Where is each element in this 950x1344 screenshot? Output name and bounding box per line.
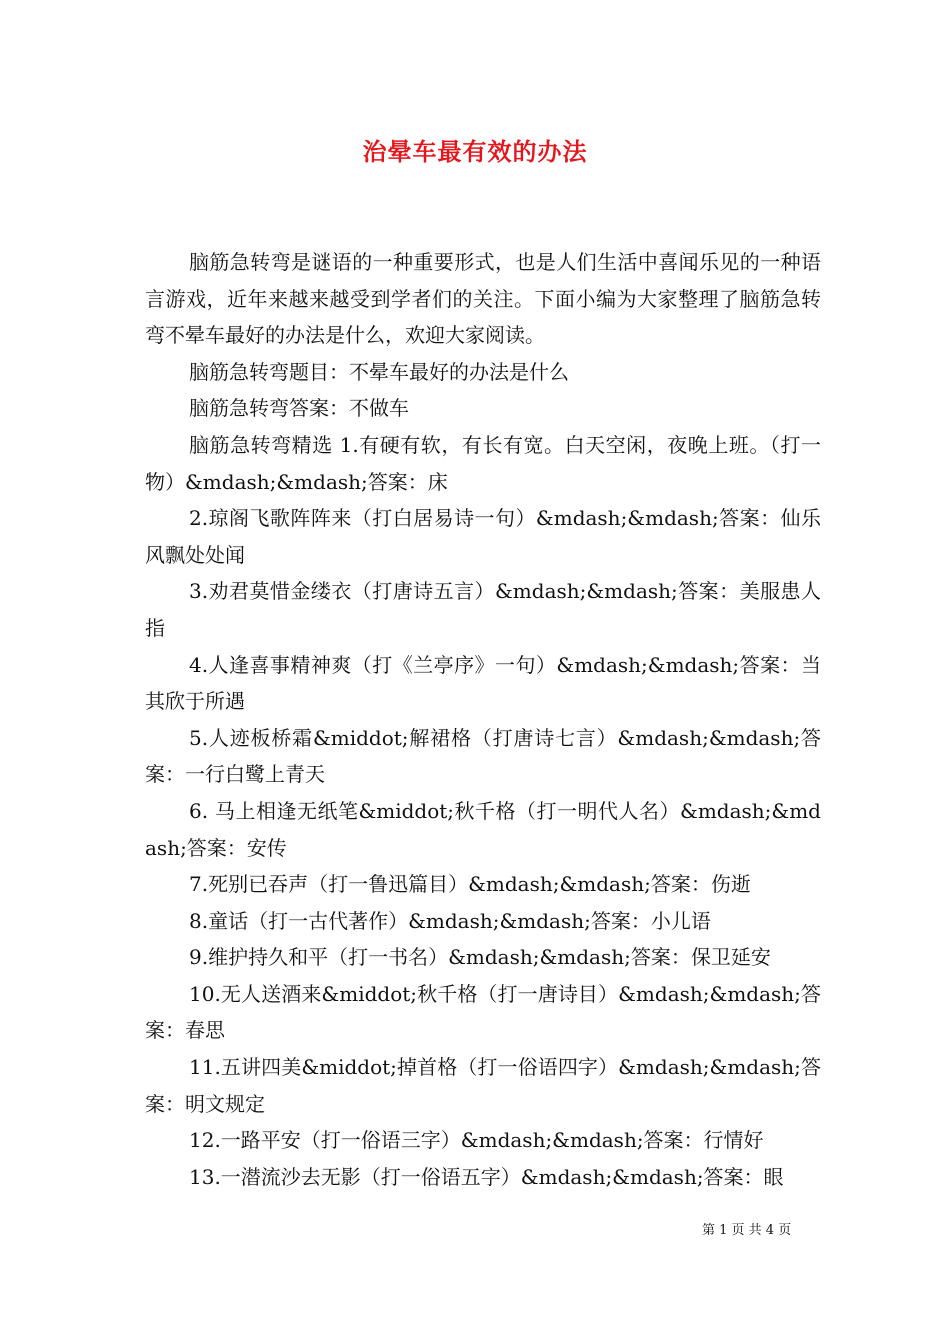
riddle-item-8: 8.童话（打一古代著作）&mdash;&mdash;答案：小儿语 xyxy=(189,908,711,933)
riddle-item-4: 4.人逢喜事精神爽（打《兰亭序》一句）&mdash;&mdash;答案：当其欣于所遇 xyxy=(145,652,821,714)
page-number-footer: 第 1 页 共 4 页 xyxy=(702,1223,792,1238)
paragraph-question: 脑筋急转弯题目：不晕车最好的办法是什么 xyxy=(189,359,569,384)
riddle-item-5: 5.人迹板桥霜&middot;解裙格（打唐诗七言）&mdash;&mdash;答案：一行白鹭上青天 xyxy=(145,725,821,787)
paragraph-intro: 脑筋急转弯是谜语的一种重要形式，也是人们生活中喜闻乐见的一种语言游戏，近年来越来越受到学者们的关注。下面小编为大家整理了脑筋急转弯不晕车最好的办法是什么，欢迎大家阅读。 xyxy=(145,250,821,348)
riddle-item-2: 2.琼阁飞歌阵阵来（打白居易诗一句）&mdash;&mdash;答案：仙乐风飘处处闻 xyxy=(145,506,821,567)
riddle-item-6: 6. 马上相逢无纸笔&middot;秋千格（打一明代人名）&mdash;&mdash;答案：安传 xyxy=(145,798,821,860)
document-body xyxy=(145,244,821,1195)
paragraph-answer: 脑筋急转弯答案：不做车 xyxy=(189,396,409,421)
document-title: 治晕车最有效的办法 xyxy=(362,137,588,166)
riddle-item-13: 13.一潜流沙去无影（打一俗语五字）&mdash;&mdash;答案：眼 xyxy=(189,1164,784,1189)
riddle-item-12: 12.一路平安（打一俗语三字）&mdash;&mdash;答案：行情好 xyxy=(189,1128,764,1153)
riddle-item-3: 3.劝君莫惜金缕衣（打唐诗五言）&mdash;&mdash;答案：美服患人指 xyxy=(145,579,821,640)
riddle-item-11: 11.五讲四美&middot;掉首格（打一俗语四字）&mdash;&mdash;答案：明文规定 xyxy=(145,1055,821,1116)
riddle-item-9: 9.维护持久和平（打一书名）&mdash;&mdash;答案：保卫延安 xyxy=(189,945,771,970)
riddle-item-7: 7.死别已吞声（打一鲁迅篇目）&mdash;&mdash;答案：伤逝 xyxy=(189,872,751,897)
riddle-item-1: 脑筋急转弯精选 1.有硬有软，有长有宽。白天空闲，夜晚上班。（打一物）&mdash;&mdash;答案：床 xyxy=(145,432,821,494)
riddle-item-10: 10.无人送酒来&middot;秋千格（打一唐诗目）&mdash;&mdash;答案：春思 xyxy=(145,981,821,1043)
